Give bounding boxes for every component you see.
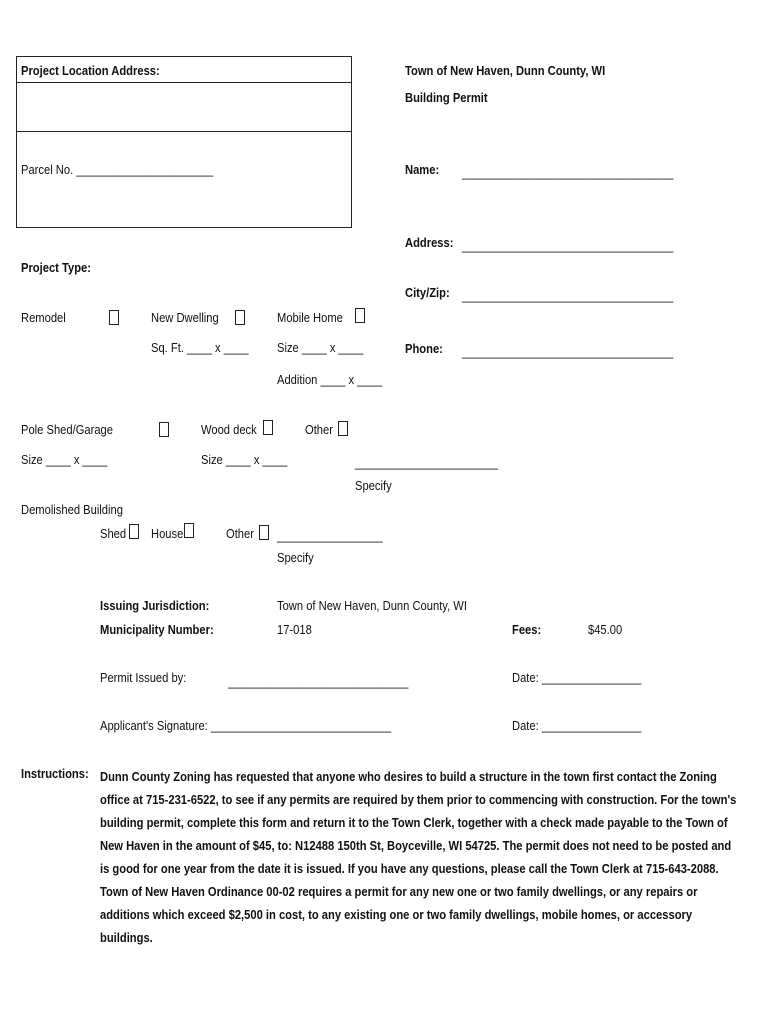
wood-deck-checkbox[interactable] (263, 420, 273, 435)
name-label: Name: (405, 162, 440, 177)
shed-label: Shed (100, 526, 127, 541)
remodel-checkbox[interactable] (109, 310, 119, 325)
instructions-text: Dunn County Zoning has requested that anyone who desires to build a structure in the town first contact the Zoning office at 715-231-6522, to see if any permits are required by them prior to commencing with construction. For the town's building permit, complete this form and return it to the Town Clerk, together with a check made payable to the Town of New Haven in the amount of $45, to: N12488 150th St, Boyceville, WI 54725. The permit does not need to be posted and is good for one year from the date it is issued. If you have any questions, please call the Town Clerk at 715-643-2088. Town of New Haven Ordinance 00-02 requires a permit for any new one or two family dwellings, or any repairs or additions which exceed $2,500 in cost, to any existing one or two family dwellings, mobile homes, or accessory buildings. (100, 769, 737, 945)
instructions-label: Instructions: (21, 766, 89, 781)
new-dwelling-label: New Dwelling (151, 310, 219, 325)
demo-specify-label: Specify (277, 550, 314, 565)
pole-shed-checkbox[interactable] (159, 422, 169, 437)
municipality-number-label: Municipality Number: (100, 622, 214, 637)
permit-issued-by-field[interactable]: _____________________________ (228, 674, 409, 689)
pole-shed-label: Pole Shed/Garage (21, 422, 113, 437)
demo-other-label: Other (226, 526, 254, 541)
pole-shed-size[interactable]: Size ____ x ____ (21, 452, 108, 467)
demo-other-checkbox[interactable] (259, 525, 269, 540)
demo-other-field[interactable]: _________________ (277, 528, 383, 543)
other-specify-label: Specify (355, 478, 392, 493)
address-label: Address: (405, 235, 454, 250)
address-field[interactable]: __________________________________ (462, 238, 674, 253)
demolished-label: Demolished Building (21, 502, 123, 517)
cityzip-field[interactable]: __________________________________ (462, 288, 674, 303)
mobile-home-addition[interactable]: Addition ____ x ____ (277, 372, 383, 387)
other-label: Other (305, 422, 333, 437)
project-location-label: Project Location Address: (21, 63, 160, 78)
date-field-1[interactable]: Date: ________________ (512, 670, 642, 685)
mobile-home-label: Mobile Home (277, 310, 343, 325)
box-divider-2 (16, 131, 352, 132)
issuing-jurisdiction-value: Town of New Haven, Dunn County, WI (277, 598, 467, 613)
phone-field[interactable]: __________________________________ (462, 344, 674, 359)
new-dwelling-checkbox[interactable] (235, 310, 245, 325)
applicant-signature-field[interactable]: Applicant's Signature: _____________________________ (100, 718, 392, 733)
shed-checkbox[interactable] (129, 524, 139, 539)
date-field-2[interactable]: Date: ________________ (512, 718, 642, 733)
cityzip-label: City/Zip: (405, 285, 450, 300)
municipality-number-value: 17-018 (277, 622, 312, 637)
phone-label: Phone: (405, 341, 443, 356)
parcel-label[interactable]: Parcel No. ______________________ (21, 162, 214, 177)
fees-label: Fees: (512, 622, 542, 637)
permit-title: Building Permit (405, 90, 488, 105)
name-field[interactable]: __________________________________ (462, 165, 674, 180)
wood-deck-size[interactable]: Size ____ x ____ (201, 452, 288, 467)
other-checkbox[interactable] (338, 421, 348, 436)
house-label: House (151, 526, 184, 541)
mobile-home-size[interactable]: Size ____ x ____ (277, 340, 364, 355)
box-divider-1 (16, 82, 352, 83)
house-checkbox[interactable] (184, 523, 194, 538)
project-location-field[interactable] (18, 85, 350, 129)
wood-deck-label: Wood deck (201, 422, 257, 437)
new-dwelling-size[interactable]: Sq. Ft. ____ x ____ (151, 340, 249, 355)
fees-value: $45.00 (588, 622, 623, 637)
mobile-home-checkbox[interactable] (355, 308, 365, 323)
permit-issued-by-label: Permit Issued by: (100, 670, 187, 685)
remodel-label: Remodel (21, 310, 66, 325)
other-field[interactable]: _______________________ (355, 455, 499, 470)
issuing-jurisdiction-label: Issuing Jurisdiction: (100, 598, 210, 613)
town-header: Town of New Haven, Dunn County, WI (405, 63, 606, 78)
project-type-label: Project Type: (21, 260, 91, 275)
